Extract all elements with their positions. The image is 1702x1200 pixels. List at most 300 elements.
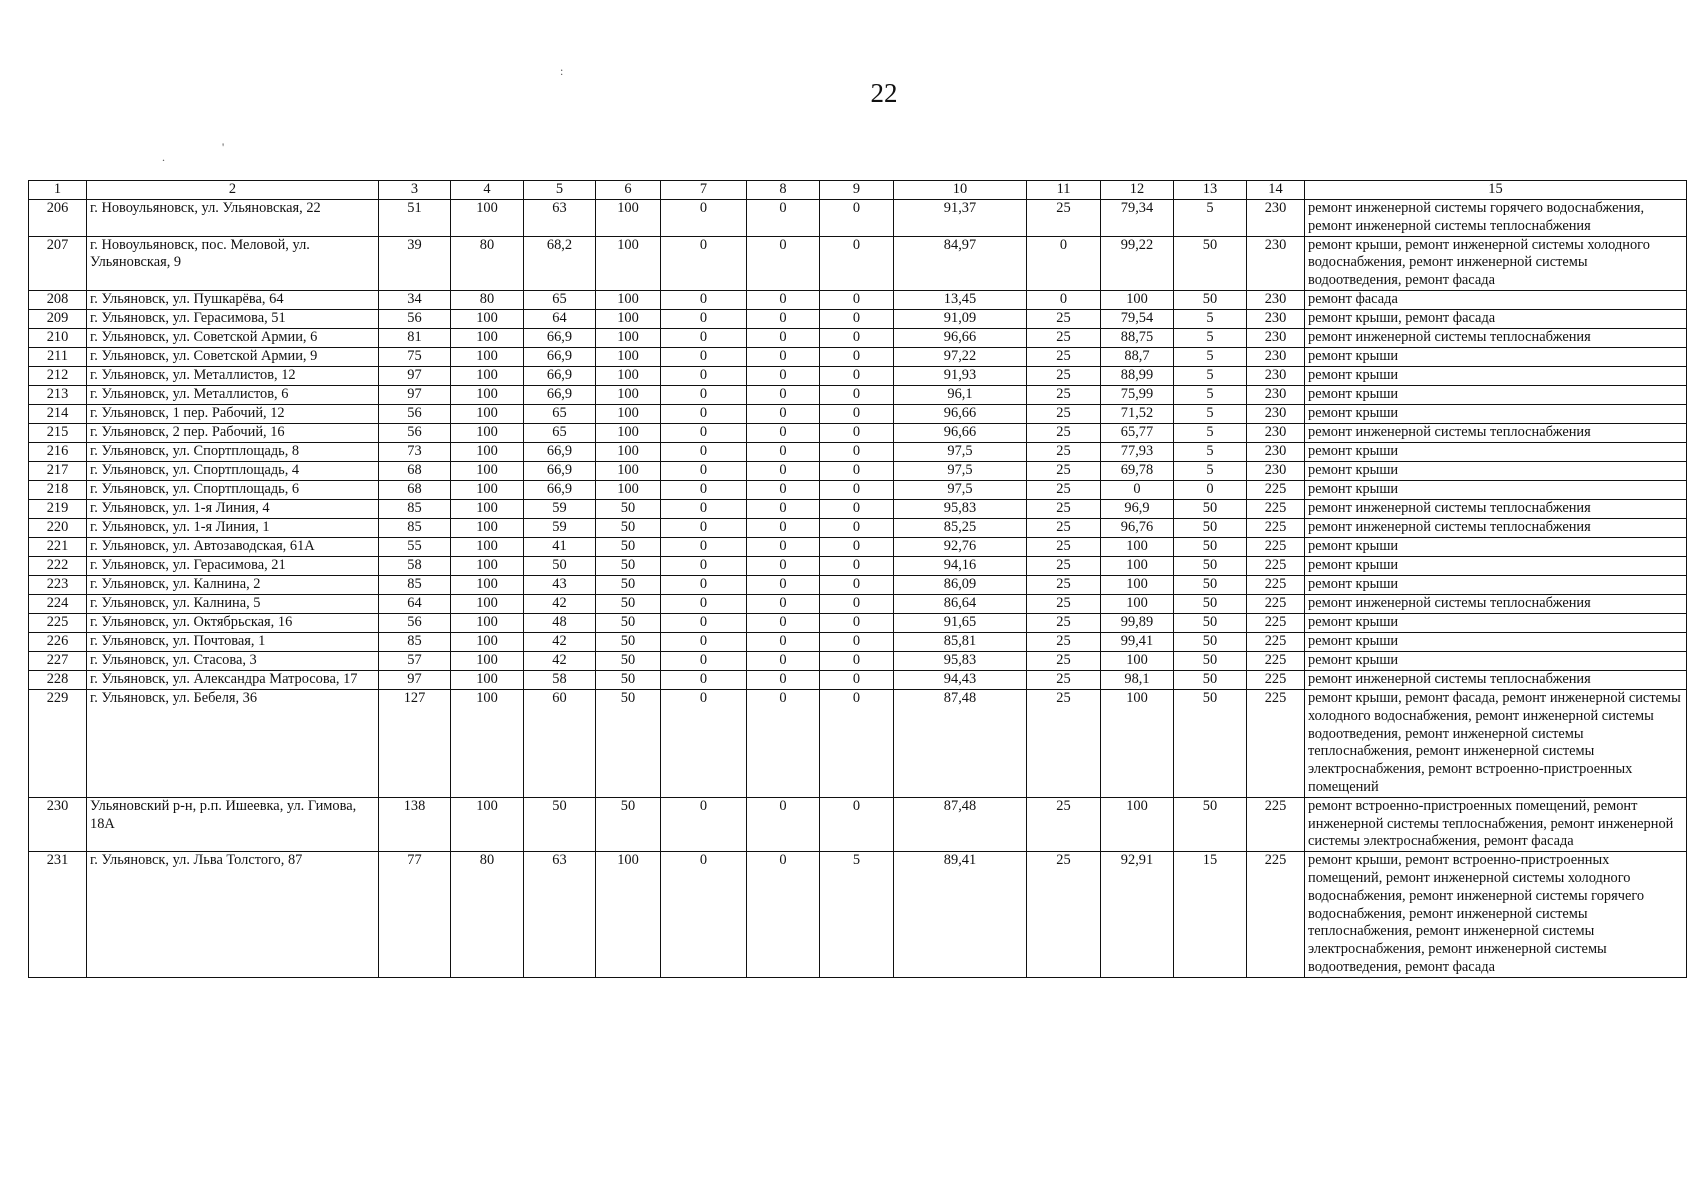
col-4-cell: 100 [451, 347, 524, 366]
address-cell: г. Ульяновск, ул. Спортплощадь, 6 [87, 480, 379, 499]
col-9-cell: 0 [820, 797, 894, 851]
col-3-cell: 56 [379, 404, 451, 423]
row-number-cell: 222 [29, 556, 87, 575]
col-10-cell: 94,16 [894, 556, 1027, 575]
col-9-cell: 0 [820, 328, 894, 347]
col-6-cell: 100 [596, 852, 661, 978]
col-7-cell: 0 [661, 499, 747, 518]
col-14-cell: 225 [1247, 594, 1305, 613]
col-6-cell: 100 [596, 200, 661, 237]
col-7-cell: 0 [661, 651, 747, 670]
col-3-cell: 127 [379, 689, 451, 797]
col-8-cell: 0 [747, 594, 820, 613]
address-cell: г. Новоульяновск, пос. Меловой, ул. Ульяновская, 9 [87, 236, 379, 290]
col-10-cell: 13,45 [894, 290, 1027, 309]
col-9-cell: 0 [820, 651, 894, 670]
repair-program-table [28, 180, 1687, 978]
column-header-7: 7 [661, 181, 747, 200]
address-cell: г. Ульяновск, ул. Калнина, 5 [87, 594, 379, 613]
table-row [29, 423, 1687, 442]
col-13-cell: 5 [1174, 423, 1247, 442]
col-5-cell: 65 [524, 404, 596, 423]
col-12-cell: 100 [1101, 556, 1174, 575]
address-cell: г. Ульяновск, ул. Калнина, 2 [87, 575, 379, 594]
col-10-cell: 97,5 [894, 461, 1027, 480]
col-5-cell: 60 [524, 689, 596, 797]
col-7-cell: 0 [661, 366, 747, 385]
col-3-cell: 85 [379, 518, 451, 537]
address-cell: г. Ульяновск, ул. Автозаводская, 61А [87, 537, 379, 556]
col-3-cell: 68 [379, 480, 451, 499]
col-12-cell: 65,77 [1101, 423, 1174, 442]
col-3-cell: 56 [379, 423, 451, 442]
col-12-cell: 88,75 [1101, 328, 1174, 347]
col-8-cell: 0 [747, 537, 820, 556]
table-row [29, 556, 1687, 575]
col-13-cell: 50 [1174, 518, 1247, 537]
col-12-cell: 100 [1101, 651, 1174, 670]
col-6-cell: 50 [596, 594, 661, 613]
col-10-cell: 87,48 [894, 689, 1027, 797]
col-9-cell: 5 [820, 852, 894, 978]
work-types-cell: ремонт инженерной системы теплоснабжения [1305, 423, 1687, 442]
table-row [29, 366, 1687, 385]
col-8-cell: 0 [747, 613, 820, 632]
col-13-cell: 50 [1174, 537, 1247, 556]
col-7-cell: 0 [661, 670, 747, 689]
scan-mark: . [162, 150, 165, 164]
col-7-cell: 0 [661, 423, 747, 442]
col-13-cell: 50 [1174, 499, 1247, 518]
col-7-cell: 0 [661, 236, 747, 290]
col-13-cell: 50 [1174, 236, 1247, 290]
work-types-cell: ремонт крыши, ремонт инженерной системы холодного водоснабжения, ремонт инженерной системы водоотведения, ремонт фасада [1305, 236, 1687, 290]
address-cell: г. Ульяновск, ул. 1-я Линия, 1 [87, 518, 379, 537]
col-3-cell: 56 [379, 309, 451, 328]
col-3-cell: 39 [379, 236, 451, 290]
col-4-cell: 100 [451, 613, 524, 632]
col-14-cell: 225 [1247, 689, 1305, 797]
col-11-cell: 25 [1027, 461, 1101, 480]
col-12-cell: 71,52 [1101, 404, 1174, 423]
table-row [29, 236, 1687, 290]
col-8-cell: 0 [747, 556, 820, 575]
col-13-cell: 15 [1174, 852, 1247, 978]
col-7-cell: 0 [661, 689, 747, 797]
work-types-cell: ремонт крыши [1305, 537, 1687, 556]
col-11-cell: 25 [1027, 328, 1101, 347]
col-4-cell: 100 [451, 651, 524, 670]
row-number-cell: 231 [29, 852, 87, 978]
work-types-cell: ремонт крыши [1305, 480, 1687, 499]
col-5-cell: 59 [524, 518, 596, 537]
col-4-cell: 100 [451, 423, 524, 442]
address-cell: г. Ульяновск, ул. Герасимова, 21 [87, 556, 379, 575]
col-11-cell: 25 [1027, 309, 1101, 328]
table-row [29, 480, 1687, 499]
table-row [29, 404, 1687, 423]
col-12-cell: 99,89 [1101, 613, 1174, 632]
col-10-cell: 94,43 [894, 670, 1027, 689]
col-5-cell: 66,9 [524, 461, 596, 480]
table-body [29, 200, 1687, 978]
table-row [29, 385, 1687, 404]
col-10-cell: 96,1 [894, 385, 1027, 404]
col-5-cell: 41 [524, 537, 596, 556]
col-3-cell: 97 [379, 366, 451, 385]
col-14-cell: 230 [1247, 290, 1305, 309]
col-11-cell: 25 [1027, 442, 1101, 461]
col-12-cell: 100 [1101, 575, 1174, 594]
scan-mark: ' [222, 140, 225, 154]
row-number-cell: 216 [29, 442, 87, 461]
table-row [29, 499, 1687, 518]
col-14-cell: 225 [1247, 575, 1305, 594]
work-types-cell: ремонт крыши, ремонт фасада [1305, 309, 1687, 328]
work-types-cell: ремонт встроенно-пристроенных помещений, ремонт инженерной системы теплоснабжения, ремонт инженерной системы электроснабжения, ремонт фасада [1305, 797, 1687, 851]
col-6-cell: 100 [596, 290, 661, 309]
col-10-cell: 92,76 [894, 537, 1027, 556]
col-10-cell: 96,66 [894, 404, 1027, 423]
col-3-cell: 97 [379, 670, 451, 689]
col-6-cell: 100 [596, 442, 661, 461]
col-5-cell: 68,2 [524, 236, 596, 290]
address-cell: г. Ульяновск, ул. Стасова, 3 [87, 651, 379, 670]
col-14-cell: 230 [1247, 461, 1305, 480]
col-8-cell: 0 [747, 236, 820, 290]
column-header-5: 5 [524, 181, 596, 200]
col-7-cell: 0 [661, 594, 747, 613]
col-11-cell: 25 [1027, 613, 1101, 632]
col-5-cell: 48 [524, 613, 596, 632]
col-11-cell: 25 [1027, 575, 1101, 594]
col-9-cell: 0 [820, 556, 894, 575]
col-3-cell: 97 [379, 385, 451, 404]
col-4-cell: 100 [451, 632, 524, 651]
column-header-13: 13 [1174, 181, 1247, 200]
col-4-cell: 80 [451, 290, 524, 309]
work-types-cell: ремонт крыши [1305, 651, 1687, 670]
column-header-9: 9 [820, 181, 894, 200]
col-5-cell: 65 [524, 290, 596, 309]
col-8-cell: 0 [747, 518, 820, 537]
col-4-cell: 100 [451, 556, 524, 575]
col-14-cell: 225 [1247, 537, 1305, 556]
col-8-cell: 0 [747, 423, 820, 442]
col-6-cell: 100 [596, 461, 661, 480]
col-14-cell: 230 [1247, 347, 1305, 366]
col-11-cell: 0 [1027, 236, 1101, 290]
col-5-cell: 50 [524, 797, 596, 851]
col-7-cell: 0 [661, 852, 747, 978]
col-4-cell: 100 [451, 480, 524, 499]
col-7-cell: 0 [661, 575, 747, 594]
col-5-cell: 65 [524, 423, 596, 442]
col-9-cell: 0 [820, 594, 894, 613]
col-11-cell: 25 [1027, 594, 1101, 613]
col-4-cell: 80 [451, 236, 524, 290]
address-cell: г. Ульяновск, ул. Льва Толстого, 87 [87, 852, 379, 978]
work-types-cell: ремонт крыши, ремонт фасада, ремонт инженерной системы холодного водоснабжения, ремонт инженерной системы водоотведения, ремонт инженерной системы теплоснабжения, ремонт инженерной системы электроснабжения, ремонт встроенно-пристроенных помещений [1305, 689, 1687, 797]
col-7-cell: 0 [661, 404, 747, 423]
col-3-cell: 34 [379, 290, 451, 309]
row-number-cell: 211 [29, 347, 87, 366]
col-7-cell: 0 [661, 480, 747, 499]
col-12-cell: 69,78 [1101, 461, 1174, 480]
col-3-cell: 64 [379, 594, 451, 613]
col-13-cell: 50 [1174, 797, 1247, 851]
table-row [29, 852, 1687, 978]
col-10-cell: 85,81 [894, 632, 1027, 651]
col-6-cell: 50 [596, 613, 661, 632]
col-8-cell: 0 [747, 689, 820, 797]
col-5-cell: 64 [524, 309, 596, 328]
col-11-cell: 25 [1027, 689, 1101, 797]
col-8-cell: 0 [747, 347, 820, 366]
col-10-cell: 96,66 [894, 328, 1027, 347]
col-3-cell: 57 [379, 651, 451, 670]
col-6-cell: 100 [596, 385, 661, 404]
col-11-cell: 25 [1027, 499, 1101, 518]
col-12-cell: 100 [1101, 290, 1174, 309]
work-types-cell: ремонт фасада [1305, 290, 1687, 309]
col-9-cell: 0 [820, 613, 894, 632]
col-13-cell: 50 [1174, 594, 1247, 613]
col-10-cell: 95,83 [894, 651, 1027, 670]
col-7-cell: 0 [661, 556, 747, 575]
address-cell: Ульяновский р-н, р.п. Ишеевка, ул. Гимова, 18А [87, 797, 379, 851]
col-9-cell: 0 [820, 670, 894, 689]
col-11-cell: 25 [1027, 632, 1101, 651]
col-8-cell: 0 [747, 290, 820, 309]
col-10-cell: 96,66 [894, 423, 1027, 442]
col-5-cell: 50 [524, 556, 596, 575]
work-types-cell: ремонт инженерной системы горячего водоснабжения, ремонт инженерной системы теплоснабжения [1305, 200, 1687, 237]
column-number-row [29, 181, 1687, 200]
table-header [29, 181, 1687, 200]
col-3-cell: 56 [379, 613, 451, 632]
col-5-cell: 66,9 [524, 442, 596, 461]
col-10-cell: 91,37 [894, 200, 1027, 237]
col-10-cell: 91,09 [894, 309, 1027, 328]
col-4-cell: 100 [451, 575, 524, 594]
work-types-cell: ремонт инженерной системы теплоснабжения [1305, 499, 1687, 518]
row-number-cell: 219 [29, 499, 87, 518]
col-13-cell: 50 [1174, 290, 1247, 309]
col-4-cell: 100 [451, 461, 524, 480]
col-8-cell: 0 [747, 632, 820, 651]
col-12-cell: 77,93 [1101, 442, 1174, 461]
col-12-cell: 98,1 [1101, 670, 1174, 689]
table-row [29, 797, 1687, 851]
col-12-cell: 100 [1101, 689, 1174, 797]
col-9-cell: 0 [820, 385, 894, 404]
col-14-cell: 225 [1247, 499, 1305, 518]
col-9-cell: 0 [820, 309, 894, 328]
col-14-cell: 230 [1247, 442, 1305, 461]
column-header-8: 8 [747, 181, 820, 200]
table-row [29, 309, 1687, 328]
col-11-cell: 25 [1027, 797, 1101, 851]
col-11-cell: 25 [1027, 366, 1101, 385]
table-row [29, 328, 1687, 347]
col-6-cell: 50 [596, 537, 661, 556]
col-6-cell: 50 [596, 518, 661, 537]
col-6-cell: 50 [596, 651, 661, 670]
col-12-cell: 92,91 [1101, 852, 1174, 978]
col-14-cell: 225 [1247, 613, 1305, 632]
table-row [29, 575, 1687, 594]
address-cell: г. Ульяновск, ул. Александра Матросова, 17 [87, 670, 379, 689]
col-6-cell: 50 [596, 499, 661, 518]
column-header-4: 4 [451, 181, 524, 200]
col-3-cell: 55 [379, 537, 451, 556]
table-row [29, 518, 1687, 537]
col-9-cell: 0 [820, 461, 894, 480]
col-6-cell: 100 [596, 423, 661, 442]
col-9-cell: 0 [820, 499, 894, 518]
address-cell: г. Ульяновск, 1 пер. Рабочий, 12 [87, 404, 379, 423]
col-11-cell: 0 [1027, 290, 1101, 309]
col-14-cell: 225 [1247, 518, 1305, 537]
col-6-cell: 100 [596, 309, 661, 328]
col-3-cell: 85 [379, 632, 451, 651]
address-cell: г. Ульяновск, ул. Почтовая, 1 [87, 632, 379, 651]
work-types-cell: ремонт крыши [1305, 366, 1687, 385]
col-10-cell: 91,93 [894, 366, 1027, 385]
col-7-cell: 0 [661, 537, 747, 556]
col-6-cell: 50 [596, 689, 661, 797]
col-12-cell: 96,9 [1101, 499, 1174, 518]
col-14-cell: 230 [1247, 309, 1305, 328]
page-number: 22 [870, 78, 898, 108]
work-types-cell: ремонт крыши [1305, 385, 1687, 404]
col-8-cell: 0 [747, 461, 820, 480]
col-11-cell: 25 [1027, 423, 1101, 442]
col-8-cell: 0 [747, 328, 820, 347]
work-types-cell: ремонт крыши [1305, 556, 1687, 575]
col-10-cell: 84,97 [894, 236, 1027, 290]
address-cell: г. Ульяновск, ул. 1-я Линия, 4 [87, 499, 379, 518]
col-5-cell: 63 [524, 200, 596, 237]
col-11-cell: 25 [1027, 200, 1101, 237]
address-cell: г. Новоульяновск, ул. Ульяновская, 22 [87, 200, 379, 237]
col-9-cell: 0 [820, 575, 894, 594]
col-6-cell: 100 [596, 328, 661, 347]
col-10-cell: 97,5 [894, 442, 1027, 461]
col-5-cell: 42 [524, 651, 596, 670]
row-number-cell: 224 [29, 594, 87, 613]
col-4-cell: 100 [451, 797, 524, 851]
col-10-cell: 97,22 [894, 347, 1027, 366]
col-7-cell: 0 [661, 200, 747, 237]
col-4-cell: 100 [451, 200, 524, 237]
col-8-cell: 0 [747, 480, 820, 499]
col-13-cell: 50 [1174, 651, 1247, 670]
col-12-cell: 100 [1101, 537, 1174, 556]
col-3-cell: 51 [379, 200, 451, 237]
col-10-cell: 86,64 [894, 594, 1027, 613]
col-9-cell: 0 [820, 632, 894, 651]
col-4-cell: 100 [451, 385, 524, 404]
work-types-cell: ремонт инженерной системы теплоснабжения [1305, 670, 1687, 689]
col-10-cell: 95,83 [894, 499, 1027, 518]
col-13-cell: 5 [1174, 347, 1247, 366]
col-13-cell: 5 [1174, 328, 1247, 347]
address-cell: г. Ульяновск, ул. Металлистов, 12 [87, 366, 379, 385]
col-11-cell: 25 [1027, 670, 1101, 689]
col-3-cell: 81 [379, 328, 451, 347]
col-3-cell: 85 [379, 575, 451, 594]
col-8-cell: 0 [747, 385, 820, 404]
work-types-cell: ремонт инженерной системы теплоснабжения [1305, 328, 1687, 347]
table-row [29, 651, 1687, 670]
col-5-cell: 42 [524, 594, 596, 613]
col-8-cell: 0 [747, 797, 820, 851]
col-9-cell: 0 [820, 442, 894, 461]
col-5-cell: 66,9 [524, 328, 596, 347]
col-5-cell: 66,9 [524, 385, 596, 404]
row-number-cell: 221 [29, 537, 87, 556]
col-14-cell: 230 [1247, 236, 1305, 290]
col-14-cell: 230 [1247, 423, 1305, 442]
col-8-cell: 0 [747, 852, 820, 978]
col-9-cell: 0 [820, 480, 894, 499]
col-13-cell: 0 [1174, 480, 1247, 499]
col-6-cell: 100 [596, 347, 661, 366]
col-5-cell: 66,9 [524, 366, 596, 385]
col-5-cell: 58 [524, 670, 596, 689]
column-header-6: 6 [596, 181, 661, 200]
col-3-cell: 73 [379, 442, 451, 461]
col-8-cell: 0 [747, 651, 820, 670]
col-9-cell: 0 [820, 423, 894, 442]
col-6-cell: 50 [596, 556, 661, 575]
col-14-cell: 230 [1247, 328, 1305, 347]
col-6-cell: 100 [596, 404, 661, 423]
table-row [29, 537, 1687, 556]
col-14-cell: 225 [1247, 480, 1305, 499]
col-10-cell: 97,5 [894, 480, 1027, 499]
col-13-cell: 5 [1174, 404, 1247, 423]
scan-mark: : [560, 64, 564, 78]
col-8-cell: 0 [747, 309, 820, 328]
col-8-cell: 0 [747, 670, 820, 689]
row-number-cell: 212 [29, 366, 87, 385]
row-number-cell: 209 [29, 309, 87, 328]
row-number-cell: 226 [29, 632, 87, 651]
col-14-cell: 225 [1247, 651, 1305, 670]
col-13-cell: 5 [1174, 200, 1247, 237]
col-12-cell: 79,54 [1101, 309, 1174, 328]
col-7-cell: 0 [661, 518, 747, 537]
col-13-cell: 50 [1174, 689, 1247, 797]
work-types-cell: ремонт крыши [1305, 347, 1687, 366]
col-7-cell: 0 [661, 797, 747, 851]
table-row [29, 442, 1687, 461]
col-12-cell: 99,41 [1101, 632, 1174, 651]
row-number-cell: 220 [29, 518, 87, 537]
col-10-cell: 85,25 [894, 518, 1027, 537]
col-9-cell: 0 [820, 200, 894, 237]
address-cell: г. Ульяновск, ул. Советской Армии, 6 [87, 328, 379, 347]
address-cell: г. Ульяновск, ул. Советской Армии, 9 [87, 347, 379, 366]
col-14-cell: 230 [1247, 200, 1305, 237]
col-3-cell: 75 [379, 347, 451, 366]
row-number-cell: 229 [29, 689, 87, 797]
col-6-cell: 100 [596, 480, 661, 499]
work-types-cell: ремонт крыши [1305, 613, 1687, 632]
